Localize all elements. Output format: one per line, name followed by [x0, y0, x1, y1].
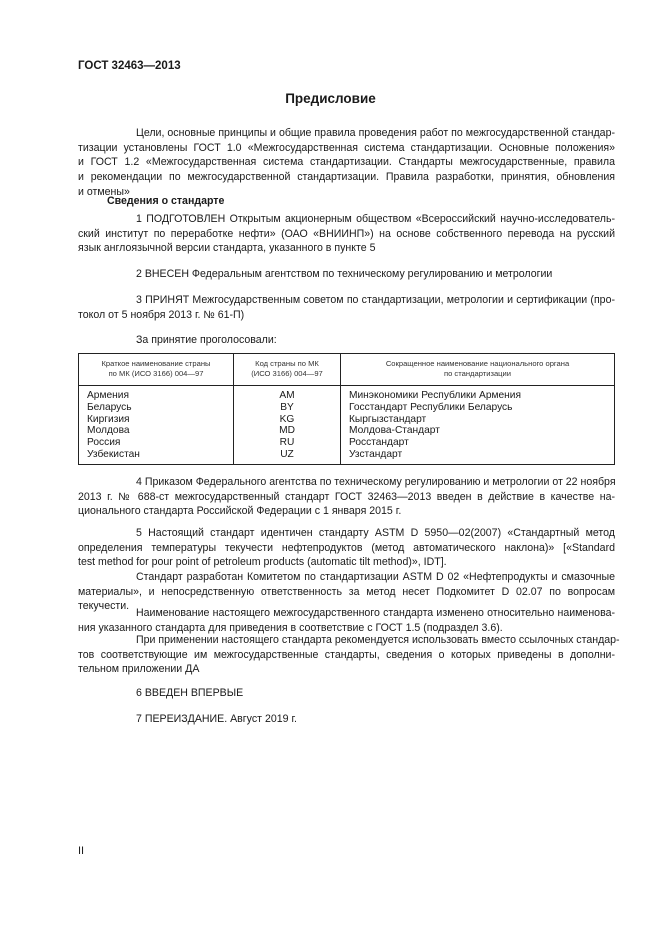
text-line: 3 ПРИНЯТ Межгосударственным советом по стандартизации, метрологии и сертификации (про-: [136, 294, 615, 306]
table-row: [79, 437, 615, 449]
text-line: Цели, основные принципы и общие правила проведения работ по межгосударственной стандар-: [136, 127, 615, 139]
text-line: 2013 г. № 688-ст межгосударственный стандарт ГОСТ 32463—2013 введен в действие в качестве на-: [78, 490, 615, 503]
paragraph-2-submitted: [78, 267, 615, 282]
paragraph-5-identical: [78, 526, 615, 570]
text-line: Стандарт разработан Комитетом по стандартизации ASTM D 02 «Нефтепродукты и смазочные: [136, 571, 615, 583]
country-cell: Армения: [87, 390, 129, 401]
country-cell: Беларусь: [87, 401, 132, 413]
paragraph-1-prepared: [78, 212, 615, 256]
country-cell: Молдова: [87, 425, 130, 437]
intro-paragraph: [78, 126, 615, 200]
text-line: 2 ВНЕСЕН Федеральным агентством по техническому регулированию и метрологии: [136, 268, 553, 280]
paragraph-5-references: [78, 633, 620, 677]
page-number: II: [78, 845, 85, 857]
code-cell: KG: [234, 414, 341, 426]
text-line: Наименование настоящего межгосударственного стандарта изменено относительно наименова-: [136, 607, 615, 619]
text-line: текучести.: [78, 600, 130, 613]
table-row: [79, 386, 615, 402]
countries-table: [78, 353, 615, 465]
paragraph-6-introduced: [78, 686, 615, 701]
text-line: 1 ПОДГОТОВЛЕН Открытым акционерным обществом «Всероссийский научно-исследователь-: [136, 213, 615, 225]
paragraph-4-order: [78, 475, 615, 519]
code-cell: RU: [234, 437, 341, 449]
text-line: токол от 5 ноября 2013 г. № 61-П): [78, 308, 245, 321]
text-line: 4 Приказом Федерального агентства по техническому регулированию и метрологии от 22 ноября: [136, 476, 616, 488]
body-cell: Кыргызстандарт: [341, 414, 615, 426]
text-line: язык англоязычной версии стандарта, указанного в пункте 5: [78, 242, 376, 255]
text-line: тов соответствующие им межгосударственные стандарты, сведения о которых приведены в дополни-: [78, 648, 615, 661]
text-line: 7 ПЕРЕИЗДАНИЕ. Август 2019 г.: [136, 713, 297, 725]
text-line: При применении настоящего стандарта рекомендуется использовать вместо ссылочных стандар-: [136, 634, 620, 646]
text-line: ский институт по переработке нефти» (ОАО «ВНИИНП») на основе собственного перевода на русский: [78, 227, 615, 240]
table-row: [79, 414, 615, 426]
body-cell: Росстандарт: [341, 437, 615, 449]
code-cell: UZ: [234, 449, 341, 464]
text-line: ния указанного стандарта для приведения в соответствие с ГОСТ 1.5 (подраздел 3.6).: [78, 621, 503, 634]
text-line: 6 ВВЕДЕН ВПЕРВЫЕ: [136, 687, 244, 699]
code-cell: AM: [234, 386, 341, 402]
text-line: За принятие проголосовали:: [136, 334, 277, 346]
paragraph-3-adopted: [78, 293, 615, 322]
paragraph-5-name-change: [78, 606, 615, 635]
text-line: определения температуры текучести нефтепродуктов (метод автоматического наклона)» [«Standard: [78, 541, 615, 554]
text-line: материалы», и непосредственную ответственность за метод несет Подкомитет D 02.07 по вопросам: [78, 585, 615, 598]
body-cell: Минэкономики Республики Армения: [341, 386, 615, 402]
text-line: тельном приложении ДА: [78, 663, 200, 676]
page-title: Предисловие: [285, 91, 376, 106]
body-cell: Госстандарт Республики Беларусь: [341, 402, 615, 414]
body-cell: Молдова-Стандарт: [341, 425, 615, 437]
text-line: и рекомендации по межгосударственной стандартизации. Правила разработки, принятия, обновления: [78, 171, 615, 184]
voted-label: [78, 333, 615, 348]
country-cell: Узбекистан: [87, 448, 140, 460]
body-cell: Узстандарт: [341, 449, 615, 464]
document-code-header: ГОСТ 32463—2013: [78, 60, 181, 72]
code-cell: BY: [234, 402, 341, 414]
section-title: Сведения о стандарте: [107, 195, 225, 207]
code-cell: MD: [234, 425, 341, 437]
table-row: [79, 449, 615, 464]
table-header-row: [79, 354, 615, 386]
table-row: [79, 402, 615, 414]
country-cell: Россия: [87, 437, 121, 449]
header-national-body: Сокращенное наименование национального органа по стандартизации: [341, 354, 615, 386]
text-line: test method for pour point of petroleum products (automatic tilt method)», IDT].: [78, 556, 447, 569]
header-country-code: Код страны по МК (ИСО 3166) 004—97: [234, 354, 341, 386]
text-line: и ГОСТ 1.2 «Межгосударственная система стандартизации. Стандарты межгосударственные, правила: [78, 156, 615, 169]
table-row: [79, 425, 615, 437]
country-cell: Киргизия: [87, 413, 130, 425]
text-line: тизации установлены ГОСТ 1.0 «Межгосударственная система стандартизации. Основные положения»: [78, 141, 615, 154]
header-country-name: Краткое наименование страны по МК (ИСО 3166) 004—97: [79, 354, 234, 386]
text-line: ционального стандарта Российской Федерации с 1 января 2015 г.: [78, 505, 402, 518]
paragraph-7-reissue: [78, 712, 615, 727]
text-line: и отмены»: [78, 185, 130, 198]
text-line: 5 Настоящий стандарт идентичен стандарту ASTM D 5950—02(2007) «Стандартный метод: [136, 527, 615, 539]
